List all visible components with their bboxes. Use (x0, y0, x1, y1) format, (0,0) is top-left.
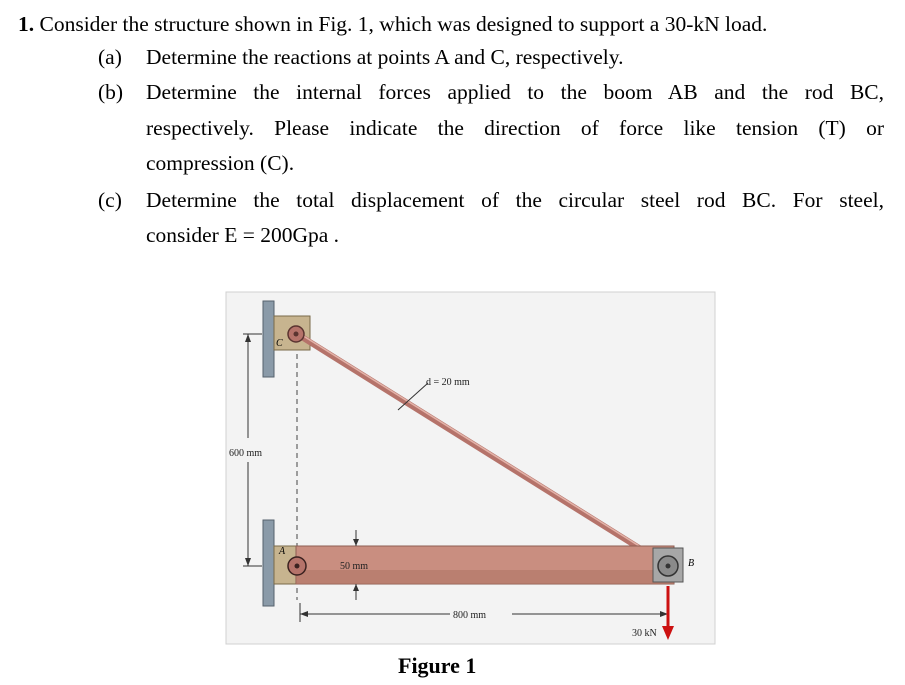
problem-number: 1. (18, 12, 35, 36)
boom-depth-label: 50 mm (340, 561, 369, 572)
part-b-text-3: compression (C). (146, 151, 295, 175)
point-b-label: B (688, 558, 695, 569)
part-b-text-2: respectively. Please indicate the direction of force like tension (T) or (146, 116, 884, 140)
part-b-text-1: Determine the internal forces applied to the boom AB and the rod BC, (146, 80, 884, 104)
part-a-label: (a) (98, 45, 122, 69)
height-label: 600 mm (229, 448, 263, 459)
span-label: 800 mm (453, 610, 487, 621)
load-label: 30 kN (632, 628, 657, 639)
pin-b-center (666, 564, 671, 569)
point-c-label: C (276, 338, 283, 349)
part-c-label: (c) (98, 188, 122, 212)
wall-lower (263, 520, 274, 606)
part-b-label: (b) (98, 80, 124, 104)
pin-c-center (294, 332, 299, 337)
figure-caption: Figure 1 (398, 653, 477, 678)
problem-intro: Consider the structure shown in Fig. 1, which was designed to support a 30-kN load. (39, 12, 768, 36)
part-a-text: Determine the reactions at points A and C, respectively. (146, 45, 624, 69)
point-a-label: A (279, 546, 286, 557)
boom-ab-shade (296, 570, 674, 584)
wall-upper (263, 301, 274, 377)
part-c-text-2: consider E = 200Gpa . (146, 223, 340, 247)
part-c-text-1: Determine the total displacement of the circular steel rod BC. For steel, (146, 188, 884, 212)
pin-a-center (295, 564, 300, 569)
rod-diameter-label: d = 20 mm (426, 377, 470, 388)
